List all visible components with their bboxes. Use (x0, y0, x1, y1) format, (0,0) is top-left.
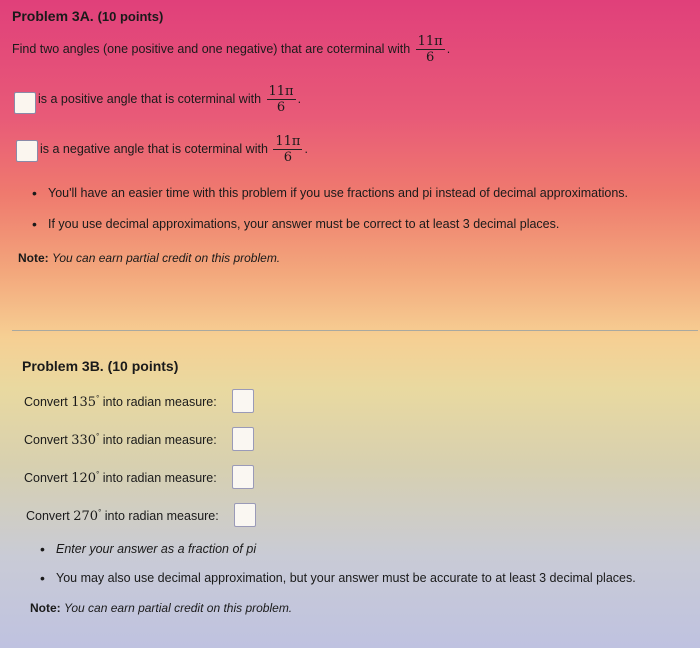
hint-item: • You may also use decimal approximation, but your answer must be accurate to at least 3 decimal places. (34, 571, 636, 585)
degree-symbol: ° (96, 432, 100, 441)
convert-suffix: into radian measure: (102, 433, 217, 448)
positive-angle-line: is a positive angle that is coterminal with $\frac{11\pi}{6}$ . (38, 84, 302, 115)
angle-fraction (267, 84, 296, 115)
note-label: Note: (18, 251, 49, 265)
fraction-numerator: 11π (417, 34, 443, 49)
hint-item: • If you use decimal approximations, your answer must be correct to at least 3 decimal places. (26, 217, 628, 231)
problem-3b-title (22, 358, 178, 374)
convert-word: Convert (26, 509, 70, 524)
degree-value: 120 (71, 471, 97, 487)
hint-item (34, 542, 636, 556)
section-divider (12, 330, 698, 331)
answer-input-120[interactable] (232, 465, 254, 489)
convert-word: Convert (24, 395, 68, 410)
angle-fraction (273, 134, 302, 165)
problem-3a-prompt-line: Find two angles (one positive and one negative) that are coterminal with $\frac{11\pi}{6}$ . (12, 34, 451, 65)
fraction-numerator: 11π (275, 134, 301, 149)
convert-suffix: into radian measure: (102, 471, 217, 486)
problem-3a-hints (26, 186, 628, 231)
problem-3b-hints (34, 542, 636, 585)
problem-3a-prompt: Find two angles (one positive and one negative) that are coterminal with (12, 41, 411, 56)
convert-row-2 (24, 432, 217, 448)
problem-3a-title (12, 8, 163, 24)
answer-input-135[interactable] (232, 389, 254, 413)
problem-3a-heading: Problem 3A. (12, 8, 94, 24)
negative-angle-label: is a negative angle that is coterminal with (40, 141, 268, 156)
answer-input-270[interactable] (234, 503, 256, 527)
degree-value: 135 (71, 395, 97, 411)
negative-angle-input[interactable] (16, 140, 38, 162)
note-label: Note: (30, 601, 61, 615)
problem-3b-heading: Problem 3B. (22, 358, 104, 374)
positive-angle-label: is a positive angle that is coterminal with (38, 91, 262, 106)
positive-angle-input[interactable] (14, 92, 36, 114)
problem-3b-note (30, 601, 292, 615)
convert-suffix: into radian measure: (104, 509, 219, 524)
fraction-denominator: 6 (426, 50, 435, 65)
note-text: You can earn partial credit on this problem. (64, 601, 293, 615)
convert-row-3 (24, 470, 217, 486)
degree-symbol: ° (98, 508, 102, 517)
problem-3a-section (8, 0, 698, 330)
fraction-denominator: 6 (276, 100, 286, 115)
convert-word: Convert (24, 433, 68, 448)
fraction-numerator: 11π (268, 84, 294, 99)
convert-row-1 (24, 394, 217, 410)
convert-word: Convert (24, 471, 68, 486)
negative-angle-line: is a negative angle that is coterminal with $\frac{11\pi}{6}$ . (40, 134, 308, 165)
hint-item: • You'll have an easier time with this problem if you use fractions and pi instead of decimal approximations. (26, 186, 628, 200)
degree-symbol: ° (96, 394, 100, 403)
hint-text: Enter your answer as a fraction of pi (56, 542, 257, 556)
note-text: You can earn partial credit on this problem. (52, 251, 281, 265)
fraction-denominator: 6 (283, 150, 293, 165)
convert-row-4 (26, 508, 219, 524)
problem-3b-points: (10 points) (107, 358, 179, 374)
angle-fraction (416, 34, 445, 65)
degree-value: 270 (73, 509, 99, 525)
degree-symbol: ° (96, 470, 100, 479)
convert-suffix: into radian measure: (102, 395, 217, 410)
degree-value: 330 (71, 433, 97, 449)
answer-input-330[interactable] (232, 427, 254, 451)
problem-3a-points: (10 points) (97, 9, 164, 24)
problem-3a-note (18, 251, 280, 265)
